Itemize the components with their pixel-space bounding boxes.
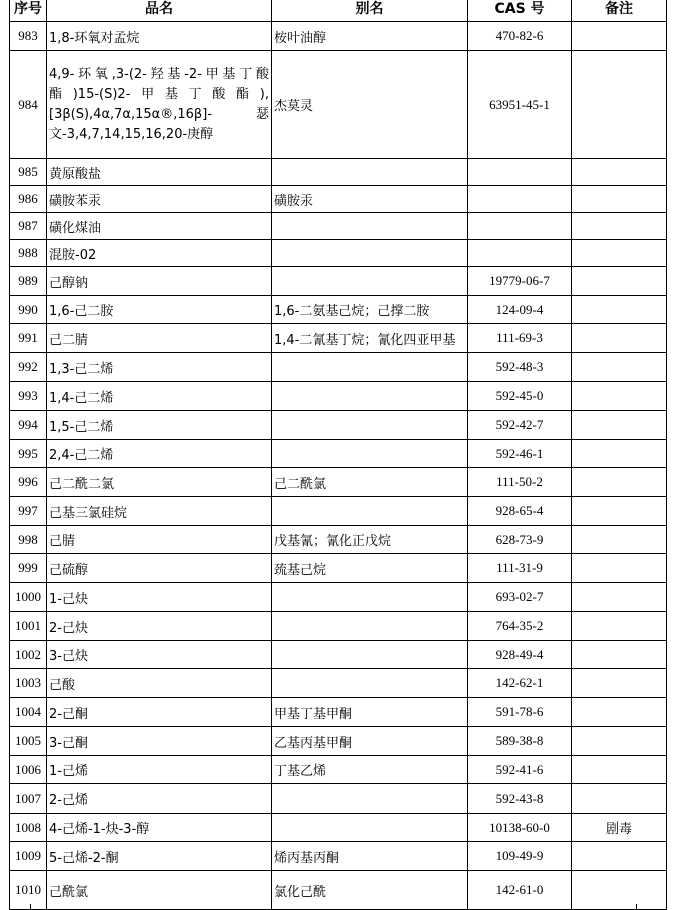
cell-cas (468, 213, 572, 240)
cell-alias (272, 440, 468, 468)
table-row (10, 51, 667, 159)
cell-seq: 990 (10, 296, 47, 324)
cell-alias: 己二酰氯 (272, 468, 468, 497)
table-row (10, 526, 667, 554)
cell-cas: 19779-06-7 (468, 267, 572, 296)
cell-cas: 124-09-4 (468, 296, 572, 324)
chemical-table (9, 0, 667, 910)
table-row (10, 698, 667, 727)
cell-note (572, 22, 667, 51)
cell-cas: 109-49-9 (468, 842, 572, 871)
cell-alias (272, 497, 468, 526)
cell-seq: 993 (10, 382, 47, 411)
cell-seq: 992 (10, 353, 47, 382)
cell-note (572, 186, 667, 213)
header-seq: 序号 (10, 0, 47, 22)
cell-seq: 1005 (10, 727, 47, 756)
cell-alias (272, 240, 468, 267)
table-row (10, 871, 667, 910)
cell-seq: 1007 (10, 784, 47, 814)
cell-note: 剧毒 (572, 814, 667, 842)
cell-seq: 1004 (10, 698, 47, 727)
cell-cas: 592-48-3 (468, 353, 572, 382)
cell-note (572, 497, 667, 526)
header-note: 备注 (572, 0, 667, 22)
cell-alias: 乙基丙基甲酮 (272, 727, 468, 756)
cell-alias (272, 669, 468, 698)
cell-note (572, 842, 667, 871)
cell-seq: 987 (10, 213, 47, 240)
cell-alias: 杰莫灵 (272, 51, 468, 159)
cell-cas: 591-78-6 (468, 698, 572, 727)
table-row (10, 240, 667, 267)
cell-name: 黄原酸盐 (47, 159, 272, 186)
cell-note (572, 526, 667, 554)
table-row (10, 554, 667, 583)
cell-name: 5-己烯-2-酮 (47, 842, 272, 871)
cell-note (572, 382, 667, 411)
table-row (10, 669, 667, 698)
cell-name: 己基三氯硅烷 (47, 497, 272, 526)
cell-seq: 1008 (10, 814, 47, 842)
cell-cas (468, 240, 572, 267)
header-alias: 别名 (272, 0, 468, 22)
table-row (10, 411, 667, 440)
cell-seq: 983 (10, 22, 47, 51)
cell-cas: 592-43-8 (468, 784, 572, 814)
cell-name: 己酸 (47, 669, 272, 698)
cell-seq: 1003 (10, 669, 47, 698)
cell-name: 己醇钠 (47, 267, 272, 296)
cell-name: 1,3-己二烯 (47, 353, 272, 382)
cell-alias (272, 814, 468, 842)
cell-note (572, 51, 667, 159)
cell-alias (272, 612, 468, 641)
cell-seq: 986 (10, 186, 47, 213)
cell-cas: 928-49-4 (468, 641, 572, 669)
cell-name: 混胺-02 (47, 240, 272, 267)
cell-note (572, 296, 667, 324)
cell-seq: 997 (10, 497, 47, 526)
cell-cas: 592-41-6 (468, 756, 572, 784)
cell-cas: 592-46-1 (468, 440, 572, 468)
cell-note (572, 756, 667, 784)
table-row (10, 814, 667, 842)
cell-note (572, 554, 667, 583)
cell-note (572, 468, 667, 497)
cell-name: 3-己炔 (47, 641, 272, 669)
cell-name: 2,4-己二烯 (47, 440, 272, 468)
cell-name: 1,5-己二烯 (47, 411, 272, 440)
table-row (10, 842, 667, 871)
cell-note (572, 871, 667, 910)
cell-seq: 998 (10, 526, 47, 554)
header-cas: CAS 号 (468, 0, 572, 22)
cell-alias: 丁基乙烯 (272, 756, 468, 784)
cell-seq: 985 (10, 159, 47, 186)
table-header-row (10, 0, 667, 22)
cell-cas: 142-62-1 (468, 669, 572, 698)
cell-seq: 988 (10, 240, 47, 267)
cell-seq: 999 (10, 554, 47, 583)
table-row (10, 213, 667, 240)
cell-alias: 氯化己酰 (272, 871, 468, 910)
cell-alias (272, 353, 468, 382)
cell-note (572, 213, 667, 240)
table-row (10, 22, 667, 51)
cell-cas: 142-61-0 (468, 871, 572, 910)
table-row (10, 159, 667, 186)
table-row (10, 468, 667, 497)
cell-alias (272, 641, 468, 669)
cell-name: 1,4-己二烯 (47, 382, 272, 411)
table-row (10, 612, 667, 641)
cell-seq: 996 (10, 468, 47, 497)
table-row (10, 353, 667, 382)
cell-alias: 巯基己烷 (272, 554, 468, 583)
page-corner-mark-left (30, 904, 39, 909)
cell-alias: 磺胺汞 (272, 186, 468, 213)
cell-name: 1-己烯 (47, 756, 272, 784)
cell-seq: 1006 (10, 756, 47, 784)
cell-seq: 1001 (10, 612, 47, 641)
cell-alias (272, 583, 468, 612)
cell-alias (272, 784, 468, 814)
table-row (10, 267, 667, 296)
cell-name: 己硫醇 (47, 554, 272, 583)
cell-note (572, 240, 667, 267)
cell-note (572, 669, 667, 698)
cell-cas: 592-45-0 (468, 382, 572, 411)
cell-name: 磺胺苯汞 (47, 186, 272, 213)
cell-name: 1-己炔 (47, 583, 272, 612)
table-row (10, 324, 667, 353)
cell-cas: 63951-45-1 (468, 51, 572, 159)
cell-name: 2-己烯 (47, 784, 272, 814)
cell-seq: 994 (10, 411, 47, 440)
table-row (10, 440, 667, 468)
cell-alias: 1,6-二氨基己烷；己撑二胺 (272, 296, 468, 324)
cell-cas: 111-69-3 (468, 324, 572, 353)
cell-alias (272, 267, 468, 296)
cell-alias: 1,4-二氰基丁烷；氰化四亚甲基 (272, 324, 468, 353)
cell-note (572, 612, 667, 641)
cell-alias (272, 411, 468, 440)
cell-name: 4-己烯-1-炔-3-醇 (47, 814, 272, 842)
table-row (10, 186, 667, 213)
cell-name: 2-己炔 (47, 612, 272, 641)
cell-note (572, 583, 667, 612)
cell-name: 2-己酮 (47, 698, 272, 727)
cell-note (572, 353, 667, 382)
cell-cas: 589-38-8 (468, 727, 572, 756)
cell-cas: 10138-60-0 (468, 814, 572, 842)
cell-cas (468, 159, 572, 186)
cell-name: 磺化煤油 (47, 213, 272, 240)
cell-note (572, 267, 667, 296)
table-row (10, 583, 667, 612)
cell-name: 1,6-己二胺 (47, 296, 272, 324)
table-row (10, 296, 667, 324)
table-row (10, 727, 667, 756)
cell-note (572, 324, 667, 353)
cell-note (572, 784, 667, 814)
header-name: 品名 (47, 0, 272, 22)
table-row (10, 382, 667, 411)
cell-name: 己酰氯 (47, 871, 272, 910)
cell-cas: 628-73-9 (468, 526, 572, 554)
cell-seq: 991 (10, 324, 47, 353)
cell-seq: 984 (10, 51, 47, 159)
cell-name: 己二酰二氯 (47, 468, 272, 497)
cell-seq: 1002 (10, 641, 47, 669)
cell-cas: 111-50-2 (468, 468, 572, 497)
cell-seq: 989 (10, 267, 47, 296)
cell-alias: 戊基氰；氰化正戊烷 (272, 526, 468, 554)
cell-note (572, 698, 667, 727)
cell-alias (272, 382, 468, 411)
cell-name: 4,9-环氧,3-(2-羟基-2-甲基丁酸酯)15-(S)2-甲基丁酸酯),[3β(S),4α,7α,15α®,16β]-瑟文-3,4,7,14,15,16,20-庚醇 (47, 51, 272, 159)
cell-note (572, 411, 667, 440)
cell-note (572, 641, 667, 669)
cell-seq: 995 (10, 440, 47, 468)
cell-alias (272, 159, 468, 186)
page-corner-mark-right (636, 904, 645, 909)
cell-alias (272, 213, 468, 240)
cell-cas: 764-35-2 (468, 612, 572, 641)
cell-alias: 桉叶油醇 (272, 22, 468, 51)
cell-name: 己二腈 (47, 324, 272, 353)
cell-alias: 烯丙基丙酮 (272, 842, 468, 871)
cell-cas: 592-42-7 (468, 411, 572, 440)
cell-cas (468, 186, 572, 213)
cell-cas: 928-65-4 (468, 497, 572, 526)
cell-cas: 693-02-7 (468, 583, 572, 612)
table-row (10, 784, 667, 814)
cell-note (572, 440, 667, 468)
cell-name: 1,8-环氧对孟烷 (47, 22, 272, 51)
cell-cas: 111-31-9 (468, 554, 572, 583)
cell-cas: 470-82-6 (468, 22, 572, 51)
cell-seq: 1009 (10, 842, 47, 871)
table-body (10, 22, 667, 910)
cell-note (572, 727, 667, 756)
table-row (10, 497, 667, 526)
table-row (10, 641, 667, 669)
cell-seq: 1010 (10, 871, 47, 910)
cell-seq: 1000 (10, 583, 47, 612)
cell-alias: 甲基丁基甲酮 (272, 698, 468, 727)
cell-note (572, 159, 667, 186)
table-row (10, 756, 667, 784)
cell-name: 3-己酮 (47, 727, 272, 756)
cell-name: 己腈 (47, 526, 272, 554)
